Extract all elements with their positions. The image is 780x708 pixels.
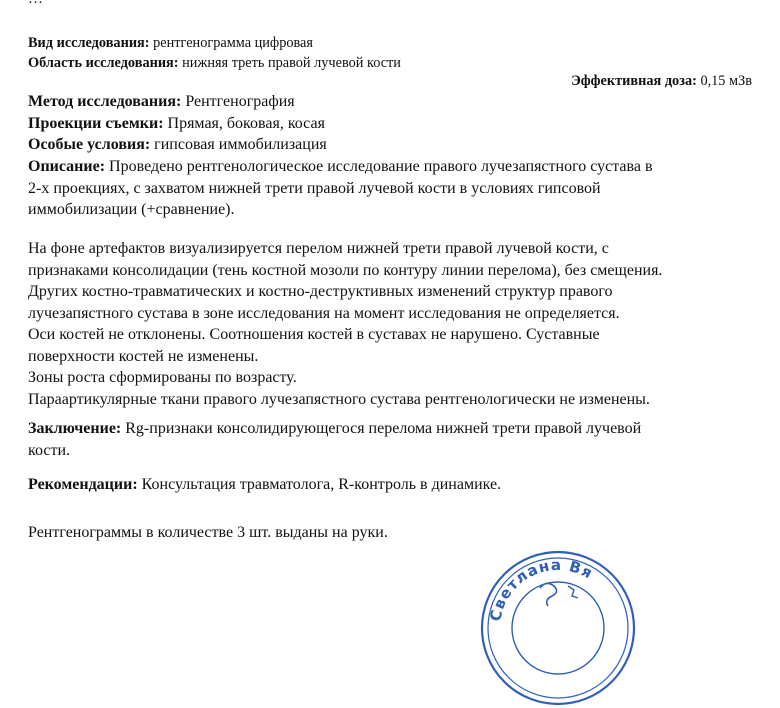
projections-row (28, 115, 325, 133)
stamp-outer-ring (482, 552, 634, 704)
study-area-row (28, 55, 401, 72)
special-conditions-label: Особые условия: (28, 136, 151, 153)
recommendations-label: Рекомендации: (28, 476, 138, 493)
stamp-center-ring (512, 582, 604, 674)
description-line: 2-х проекциях, с захватом нижней трети правой лучевой кости в условиях гипсовой (28, 179, 601, 197)
special-conditions-row (28, 136, 327, 154)
findings-line: Параартикулярные ткани правого лучезапястного сустава рентгенологически не изменены. (28, 390, 650, 408)
effective-dose-label: Эффективная доза: (571, 73, 697, 89)
findings-block (28, 238, 758, 410)
description-line: иммобилизации (+сравнение). (28, 201, 235, 218)
findings-line: поверхности костей не изменены. (28, 347, 259, 365)
description-block (28, 156, 758, 221)
conclusion-line: Rg-признаки консолидирующегося перелома нижней трети правой лучевой (125, 420, 642, 437)
findings-line: Других костно-травматических и костно-деструктивных изменений структур правого (28, 283, 613, 300)
findings-line: лучезапястного сустава в зоне исследования на момент исследования не определяется. (28, 304, 620, 322)
conclusion-block (28, 418, 758, 461)
special-conditions-value: гипсовая иммобилизация (154, 136, 327, 153)
study-area-value: нижняя треть правой лучевой кости (182, 55, 401, 71)
method-row (28, 93, 295, 111)
conclusion-label: Заключение: (28, 420, 122, 437)
effective-dose-value: 0,15 мЗв (700, 73, 752, 89)
conclusion-line: кости. (28, 441, 71, 459)
method-label: Метод исследования: (28, 93, 182, 110)
study-type-value: рентгенограмма цифровая (153, 35, 313, 51)
study-area-label: Область исследования: (28, 55, 179, 71)
study-type-row (28, 35, 313, 52)
recommendations-value: Консультация травматолога, R-контроль в динамике. (141, 476, 502, 493)
findings-line: признаками консолидации (тень костной мозоли по контуру линии перелома), без смещения. (28, 261, 663, 279)
projections-value: Прямая, боковая, косая (167, 115, 325, 132)
effective-dose-row (571, 73, 752, 90)
findings-line: Зоны роста сформированы по возрасту. (28, 369, 297, 386)
stamp-ornament (540, 583, 557, 606)
method-value: Рентгенография (185, 93, 295, 110)
stamp-ornament (568, 586, 578, 598)
study-type-label: Вид исследования: (28, 35, 150, 51)
projections-label: Проекции съемки: (28, 115, 164, 132)
findings-line: Оси костей не отклонены. Соотношения костей в суставах не нарушено. Суставные (28, 326, 600, 343)
stamp-text: Светлана Вя (486, 555, 597, 623)
seal-stamp (478, 548, 638, 708)
findings-line: На фоне артефактов визуализируется перелом нижней трети правой лучевой кости, с (28, 240, 609, 257)
description-label: Описание: (28, 158, 106, 175)
recommendations-block (28, 474, 758, 496)
cropped-header-text (28, 0, 43, 8)
issued-note: Рентгенограммы в количестве 3 шт. выданы на руки. (28, 524, 388, 541)
description-line: Проведено рентгенологическое исследование правого лучезапястного сустава в (109, 158, 653, 175)
